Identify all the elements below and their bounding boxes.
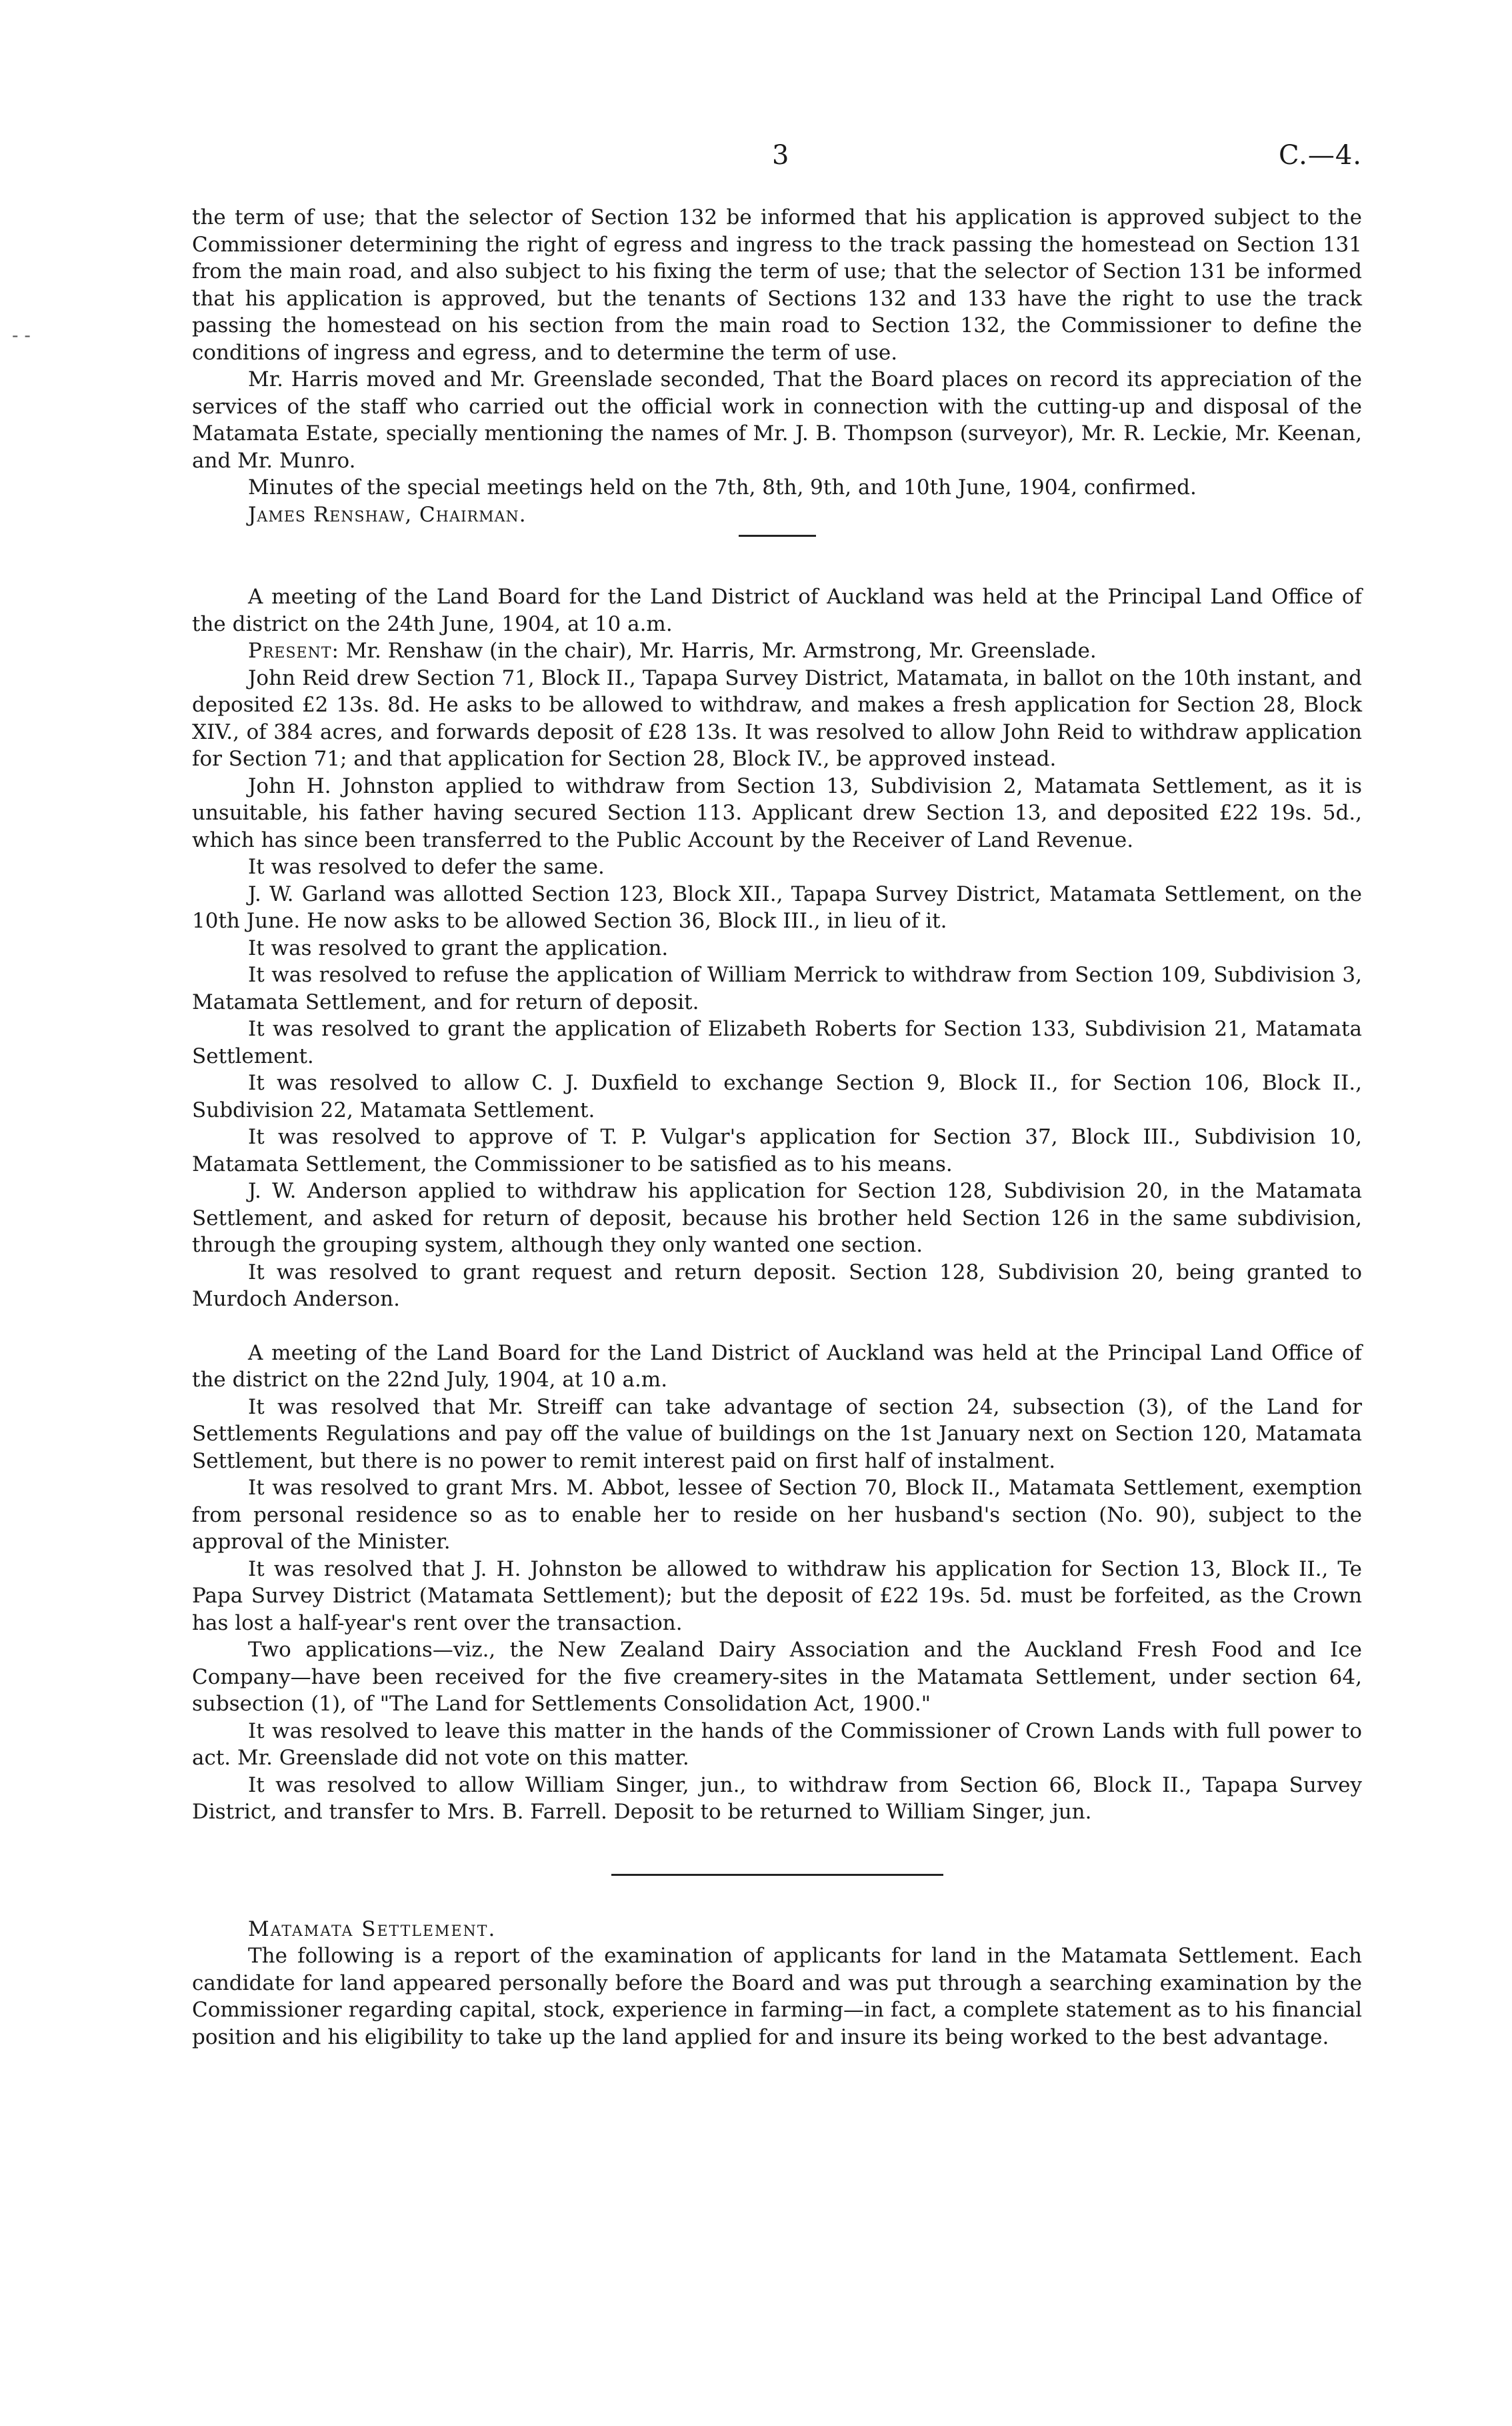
paragraph: Mr. Harris moved and Mr. Greenslade seconded, That the Board places on record its appreciation of the services of the staff who carried out the official work in connection with the cutting-up and disposal of the Matamata Estate, specially mentioning the names of Mr. J. B. Thompson (surveyor), Mr. R. Leckie, Mr. Keenan, and Mr. Munro.	[192, 367, 1362, 473]
paragraph: It was resolved that J. H. Johnston be allowed to withdraw his application for Section 13, Block II., Te Papa Survey District (Matamata Settlement); but the deposit of £22 19s. 5d. must be forfeited, as the Crown has lost a half-year's rent over the transaction.	[192, 1556, 1362, 1635]
paragraph: It was resolved to leave this matter in the hands of the Commissioner of Crown Lands with full power to act. Mr. Greenslade did not vote on this matter.	[192, 1718, 1362, 1770]
paragraph: It was resolved to defer the same.	[248, 855, 605, 879]
paragraph: It was resolved to allow C. J. Duxfield to exchange Section 9, Block II., for Section 106, Block II., Subdivision 22, Matamata Settlement.	[192, 1071, 1362, 1122]
chairman-signature: James Renshaw, Chairman.	[248, 502, 527, 527]
paragraph: It was resolved to grant request and return deposit. Section 128, Subdivision 20, being granted to Murdoch Anderson.	[192, 1260, 1362, 1311]
meeting-intro: A meeting of the Land Board for the Land District of Auckland was held at the Principal Land Office of the district on the 24th June, 1904, at 10 a.m.	[192, 585, 1362, 636]
paragraph: It was resolved that Mr. Streiff can take advantage of section 24, subsection (3), of the Land for Settlements Regulations and pay off the value of buildings on the 1st January next on Section 120, Matamata Settlement, but there is no power to remit interest paid on first half of instalment.	[192, 1394, 1362, 1473]
paragraph: It was resolved to refuse the application of William Merrick to withdraw from Section 109, Subdivision 3, Matamata Settlement, and for return of deposit.	[192, 963, 1362, 1014]
paragraph: It was resolved to grant the application.	[248, 936, 669, 960]
paragraph: John Reid drew Section 71, Block II., Tapapa Survey District, Matamata, in ballot on the 10th instant, and deposited £2 13s. 8d. He asks to be allowed to withdraw, and makes a fresh application for Section 28, Block XIV., of 384 acres, and forwards deposit of £28 13s. It was resolved to allow John Reid to withdraw application for Section 71; and that application for Section 28, Block IV., be approved instead.	[192, 666, 1362, 771]
present-text: Mr. Renshaw (in the chair), Mr. Harris, Mr. Armstrong, Mr. Greenslade.	[339, 639, 1097, 663]
paragraph: J. W. Garland was allotted Section 123, Block XII., Tapapa Survey District, Matamata Settlement, on the 10th June. He now asks to be allowed Section 36, Block III., in lieu of it.	[192, 882, 1362, 933]
meeting-intro: A meeting of the Land Board for the Land District of Auckland was held at the Principal Land Office of the district on the 22nd July, 1904, at 10 a.m.	[192, 1340, 1362, 1392]
section-divider	[611, 1874, 943, 1876]
document-reference: C.—4.	[1278, 140, 1362, 171]
paragraph: It was resolved to grant Mrs. M. Abbot, lessee of Section 70, Block II., Matamata Settlement, exemption from personal residence so as to enable her to reside on her husband's section (No. 90), subject to the approval of the Minister.	[192, 1476, 1362, 1554]
body-text	[192, 204, 1362, 2051]
section-divider	[739, 535, 816, 537]
margin-mark: - -	[12, 324, 31, 346]
present-line	[192, 638, 1362, 665]
paragraph: It was resolved to approve of T. P. Vulgar's application for Section 37, Block III., Subdivision 10, Matamata Settlement, the Commissioner to be satisfied as to his means.	[192, 1125, 1362, 1176]
paragraph: Two applications—viz., the New Zealand Dairy Association and the Auckland Fresh Food and Ice Company—have been received for the five creamery-sites in the Matamata Settlement, under section 64, subsection (1), of "The Land for Settlements Consolidation Act, 1900."	[192, 1638, 1362, 1716]
paragraph: The following is a report of the examination of applicants for land in the Matamata Settlement. Each candidate for land appeared personally before the Board and was put through a searching examination by the Commissioner regarding capital, stock, experience in farming—in fact, a complete statement as to his financial position and his eligibility to take up the land applied for and insure its being worked to the best advantage.	[192, 1944, 1362, 2049]
paragraph: It was resolved to allow William Singer, jun., to withdraw from Section 66, Block II., Tapapa Survey District, and transfer to Mrs. B. Farrell. Deposit to be returned to William Singer, jun.	[192, 1772, 1362, 1824]
paragraph: It was resolved to grant the application of Elizabeth Roberts for Section 133, Subdivision 21, Matamata Settlement.	[192, 1017, 1362, 1068]
section-heading: Matamata Settlement.	[248, 1917, 497, 1941]
paragraph: J. W. Anderson applied to withdraw his application for Section 128, Subdivision 20, in the Matamata Settlement, and asked for return of deposit, because his brother held Section 126 in the same subdivision, through the grouping system, although they only wanted one section.	[192, 1179, 1362, 1257]
present-label: Present:	[248, 639, 339, 663]
page-header	[192, 140, 1362, 180]
paragraph: John H. Johnston applied to withdraw from Section 13, Subdivision 2, Matamata Settlement, as it is unsuitable, his father having secured Section 113. Applicant drew Section 13, and deposited £22 19s. 5d., which has since been transferred to the Public Account by the Receiver of Land Revenue.	[192, 774, 1362, 852]
paragraph: Minutes of the special meetings held on the 7th, 8th, 9th, and 10th June, 1904, confirmed.	[248, 475, 1197, 499]
paragraph: the term of use; that the selector of Section 132 be informed that his application is approved subject to the Commissioner determining the right of egress and ingress to the track passing the homestead on Section 131 from the main road, and also subject to his fixing the term of use; that the selector of Section 131 be informed that his application is approved, but the tenants of Sections 132 and 133 have the right to use the track passing the homestead on his section from the main road to Section 132, the Commissioner to define the conditions of ingress and egress, and to determine the term of use.	[192, 205, 1362, 365]
page-number: 3	[772, 140, 789, 171]
spacer	[192, 1313, 1362, 1340]
